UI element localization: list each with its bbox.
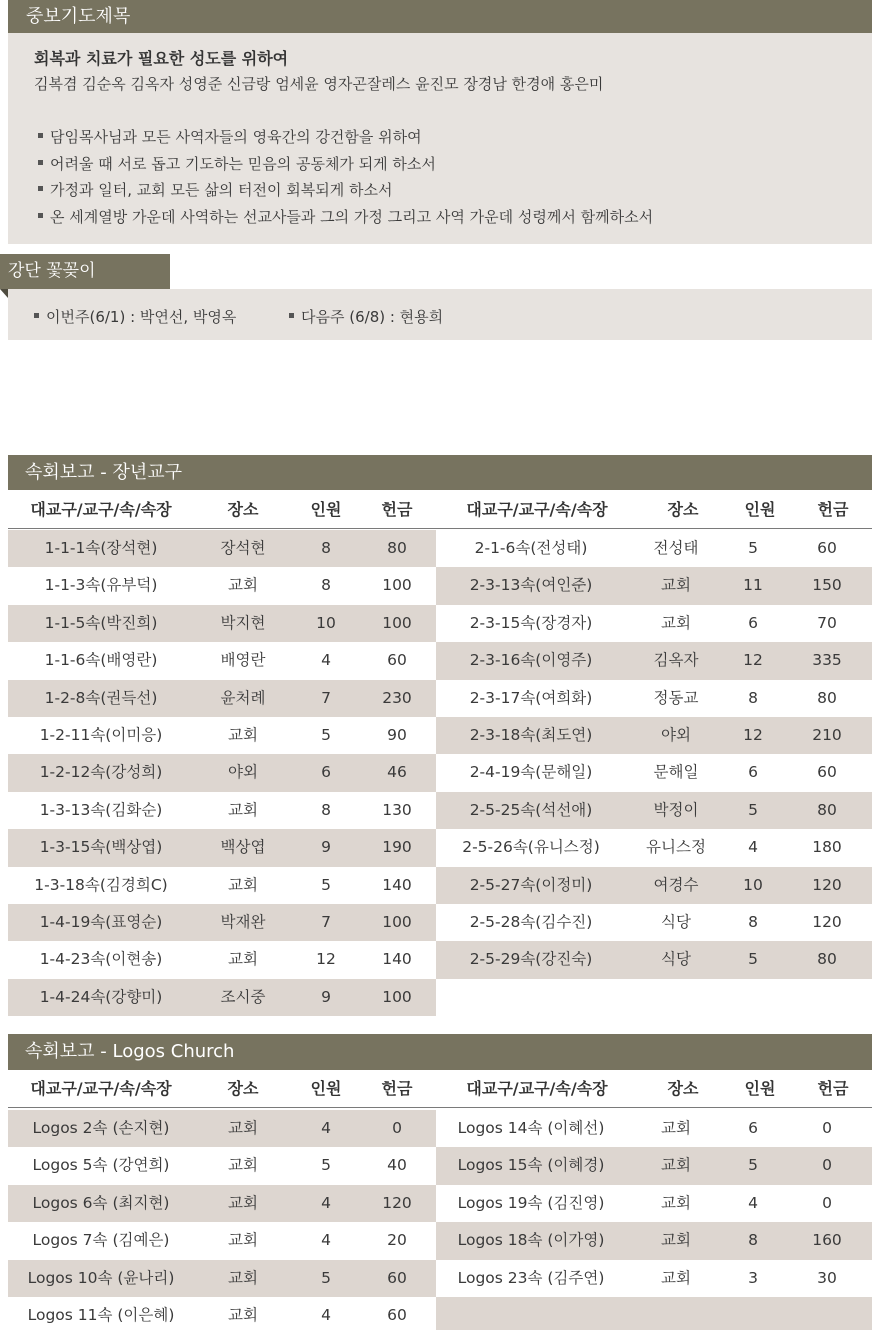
cell-offering: 80 (387, 539, 407, 557)
table-row (436, 717, 872, 754)
cell-group: 2-1-6속(전성태) (474, 539, 588, 557)
cell-count: 6 (748, 613, 758, 632)
cell-count: 4 (321, 651, 331, 670)
prayer-item-text: 온 세계열방 가운데 사역하는 선교사들과 그의 가정 그리고 사역 가운데 성령께서 함께하소서 (50, 207, 654, 226)
cell-count: 8 (748, 688, 758, 707)
cell-group: 1-3-13속(김화순) (39, 800, 163, 819)
table-row (8, 979, 436, 1016)
prayer-item (38, 177, 653, 204)
cell-offering: 100 (382, 613, 412, 632)
cell-group: Logos 23속 (김주연) (457, 1268, 605, 1287)
table-row (8, 1185, 436, 1222)
cell-offering: 100 (382, 913, 412, 931)
cell-offering: 0 (822, 1156, 832, 1175)
table-row (436, 829, 872, 866)
cell-count: 5 (748, 950, 758, 969)
report1-header (8, 455, 872, 490)
cell-place: 여경수 (653, 875, 699, 894)
cell-offering: 30 (817, 1268, 837, 1287)
cell-place: 전성태 (653, 539, 699, 557)
table-row (436, 1260, 872, 1297)
cell-group: Logos 10속 (윤나리) (27, 1268, 175, 1287)
column-count: 인원 (744, 500, 776, 519)
flower-tab-fold (0, 289, 8, 298)
cell-group: 2-5-27속(이정미) (469, 875, 593, 894)
cell-group: Logos 11속 (이은혜) (27, 1306, 175, 1324)
cell-offering: 120 (812, 875, 842, 894)
cell-offering: 60 (387, 651, 407, 670)
table-row (8, 754, 436, 791)
cell-offering: 130 (382, 800, 412, 819)
cell-offering: 335 (812, 651, 842, 670)
prayer-list (38, 124, 653, 230)
cell-place: 백상엽 (220, 838, 266, 857)
table-row (8, 867, 436, 904)
cell-count: 10 (743, 875, 763, 894)
flower-header (0, 254, 170, 289)
cell-group: 1-1-3속(유부덕) (44, 576, 158, 595)
table-row (8, 792, 436, 829)
cell-count: 7 (321, 913, 331, 931)
flower-title: 강단 꽃꽂이 (8, 261, 96, 281)
table-row (436, 567, 872, 604)
cell-group: 1-1-6속(배영란) (44, 651, 158, 670)
table-row (8, 1260, 436, 1297)
cell-place: 교회 (228, 1306, 258, 1324)
table-row (436, 1185, 872, 1222)
cell-count: 12 (743, 651, 763, 670)
flower-this-week (34, 306, 236, 327)
cell-group: 2-5-26속(유니스정) (462, 838, 600, 857)
bullet-icon (38, 213, 43, 218)
cell-group: 2-3-16속(이영주) (469, 651, 593, 670)
flower-this-week-text: 이번주(6/1) : 박연선, 박영옥 (46, 308, 237, 326)
cell-offering: 160 (812, 1231, 842, 1250)
cell-offering: 190 (382, 838, 412, 857)
cell-group: 1-1-5속(박진희) (44, 613, 158, 632)
bullet-icon (38, 186, 43, 191)
report1-empty-cell (436, 979, 872, 1016)
cell-group: Logos 2속 (손지현) (32, 1119, 170, 1137)
column-offering: 헌금 (817, 500, 849, 519)
cell-count: 4 (748, 1193, 758, 1212)
cell-group: 1-3-15속(백상엽) (39, 838, 163, 857)
cell-place: 교회 (661, 1193, 691, 1212)
table-row (8, 941, 436, 978)
cell-group: 2-3-15속(장경자) (469, 613, 593, 632)
cell-count: 9 (321, 987, 331, 1006)
cell-offering: 120 (382, 1193, 412, 1212)
cell-count: 5 (321, 875, 331, 894)
cell-count: 12 (316, 950, 336, 969)
cell-place: 교회 (661, 1156, 691, 1175)
cell-place: 김옥자 (653, 651, 699, 670)
cell-group: 1-4-23속(이현송) (39, 950, 163, 969)
column-offering: 헌금 (381, 500, 413, 519)
cell-group: 2-3-13속(여인준) (469, 576, 593, 595)
table-row (8, 717, 436, 754)
cell-place: 박재완 (220, 913, 266, 931)
table-row (8, 530, 436, 567)
cell-offering: 120 (812, 913, 842, 931)
cell-place: 교회 (228, 875, 258, 894)
table-row (8, 642, 436, 679)
report2-empty-cell (436, 1297, 872, 1330)
cell-group: 1-2-12속(강성희) (39, 763, 163, 782)
cell-offering: 100 (382, 576, 412, 595)
cell-place: 배영란 (220, 651, 266, 670)
table-row (436, 530, 872, 567)
cell-place: 교회 (228, 1231, 258, 1250)
table-row (436, 1222, 872, 1259)
column-offering: 헌금 (381, 1079, 413, 1098)
report2-header (8, 1034, 872, 1070)
prayer-item-text: 담임목사님과 모든 사역자들의 영육간의 강건함을 위하여 (50, 128, 422, 146)
table-row (436, 904, 872, 941)
cell-count: 5 (321, 1156, 331, 1175)
table-row (8, 1222, 436, 1259)
prayer-header (8, 0, 872, 33)
cell-count: 4 (321, 1193, 331, 1212)
column-place: 장소 (667, 1079, 699, 1098)
flower-next-week (289, 306, 443, 327)
prayer-heading: 회복과 치료가 필요한 성도를 위하여 (34, 49, 289, 68)
table-row (436, 605, 872, 642)
cell-group: Logos 19속 (김진영) (457, 1193, 605, 1212)
cell-offering: 80 (817, 950, 837, 969)
cell-place: 문해일 (653, 763, 699, 782)
cell-count: 5 (748, 800, 758, 819)
cell-offering: 60 (387, 1306, 407, 1324)
cell-place: 교회 (661, 1231, 691, 1250)
cell-count: 5 (321, 1268, 331, 1287)
cell-place: 야외 (661, 726, 691, 744)
column-offering: 헌금 (817, 1079, 849, 1098)
table-row (8, 680, 436, 717)
cell-count: 8 (321, 576, 331, 595)
column-group: 대교구/교구/속/속장 (30, 1079, 172, 1098)
cell-group: 1-2-11속(이미응) (39, 726, 163, 744)
cell-offering: 230 (382, 688, 412, 707)
cell-place: 식당 (661, 950, 691, 969)
cell-count: 8 (748, 1231, 758, 1250)
table-row (436, 941, 872, 978)
cell-offering: 60 (817, 763, 837, 782)
table-row (8, 904, 436, 941)
cell-place: 조시중 (220, 987, 266, 1006)
cell-count: 11 (743, 576, 763, 595)
cell-offering: 60 (817, 539, 837, 557)
cell-group: 2-3-18속(최도연) (469, 726, 593, 744)
cell-offering: 210 (812, 726, 842, 744)
cell-offering: 180 (812, 838, 842, 857)
cell-place: 교회 (661, 1268, 691, 1287)
cell-group: Logos 14속 (이혜선) (457, 1119, 605, 1137)
cell-count: 6 (748, 763, 758, 782)
cell-place: 정동교 (653, 688, 699, 707)
table-row (436, 867, 872, 904)
table-row (436, 754, 872, 791)
cell-offering: 40 (387, 1156, 407, 1175)
cell-count: 3 (748, 1268, 758, 1287)
cell-count: 4 (321, 1306, 331, 1324)
cell-offering: 60 (387, 1268, 407, 1287)
cell-place: 박지현 (220, 613, 266, 632)
table-row (8, 1147, 436, 1184)
cell-place: 윤처례 (220, 688, 266, 707)
cell-offering: 0 (822, 1119, 832, 1137)
table-row (8, 1110, 436, 1147)
cell-group: 1-4-24속(강향미) (39, 987, 163, 1006)
cell-place: 교회 (661, 1119, 691, 1137)
cell-group: 2-3-17속(여희화) (469, 688, 593, 707)
cell-offering: 80 (817, 800, 837, 819)
column-place: 장소 (227, 500, 259, 519)
table-row (436, 680, 872, 717)
column-count: 인원 (310, 1079, 342, 1098)
cell-offering: 0 (392, 1119, 402, 1137)
cell-place: 교회 (228, 1119, 258, 1137)
column-group: 대교구/교구/속/속장 (30, 500, 172, 519)
cell-count: 10 (316, 613, 336, 632)
cell-offering: 70 (817, 613, 837, 632)
cell-place: 교회 (228, 576, 258, 595)
bullet-icon (38, 160, 43, 165)
prayer-names: 김복겸 김순옥 김옥자 성영준 신금랑 엄세윤 영자곤잘레스 윤진모 장경남 한경애 홍은미 (34, 75, 604, 93)
cell-offering: 80 (817, 688, 837, 707)
cell-group: Logos 5속 (강연희) (32, 1156, 170, 1175)
cell-place: 교회 (228, 800, 258, 819)
cell-group: 2-5-25속(석선애) (469, 800, 593, 819)
column-group: 대교구/교구/속/속장 (466, 1079, 608, 1098)
report1-title: 속회보고 - 장년교구 (25, 462, 183, 483)
cell-count: 8 (321, 539, 331, 557)
prayer-item (38, 151, 653, 178)
cell-place: 식당 (661, 913, 691, 931)
cell-place: 교회 (228, 1268, 258, 1287)
bullet-icon (289, 313, 294, 318)
cell-count: 4 (748, 838, 758, 857)
table-row (8, 567, 436, 604)
cell-offering: 150 (812, 576, 842, 595)
cell-count: 4 (321, 1119, 331, 1137)
column-count: 인원 (310, 500, 342, 519)
cell-place: 교회 (228, 1156, 258, 1175)
bullet-icon (34, 313, 39, 318)
table-row (8, 829, 436, 866)
table-row (8, 1297, 436, 1334)
cell-group: Logos 7속 (김예은) (32, 1231, 170, 1250)
cell-count: 12 (743, 726, 763, 744)
cell-group: Logos 18속 (이가영) (457, 1231, 605, 1250)
cell-group: 2-5-28속(김수진) (469, 913, 593, 931)
cell-place: 박정이 (653, 800, 699, 819)
cell-place: 교회 (228, 1193, 258, 1212)
cell-place: 교회 (661, 576, 691, 595)
cell-group: 2-4-19속(문해일) (469, 763, 593, 782)
cell-offering: 140 (382, 950, 412, 969)
prayer-item-text: 어려울 때 서로 돕고 기도하는 믿음의 공동체가 되게 하소서 (50, 154, 436, 173)
cell-group: Logos 15속 (이혜경) (457, 1156, 605, 1175)
cell-place: 교회 (228, 726, 258, 744)
table-row (436, 792, 872, 829)
prayer-item (38, 124, 653, 151)
table-row (436, 1110, 872, 1147)
cell-place: 야외 (228, 763, 258, 782)
cell-count: 6 (321, 763, 331, 782)
cell-group: Logos 6속 (최지현) (32, 1193, 170, 1212)
cell-place: 교회 (661, 613, 691, 632)
table-row (436, 642, 872, 679)
cell-offering: 0 (822, 1193, 832, 1212)
cell-count: 8 (748, 913, 758, 931)
cell-offering: 140 (382, 875, 412, 894)
cell-group: 1-4-19속(표영순) (39, 913, 163, 931)
column-count: 인원 (744, 1079, 776, 1098)
bullet-icon (38, 133, 43, 138)
report1-column-header (8, 492, 872, 529)
cell-group: 1-2-8속(권득선) (44, 688, 158, 707)
cell-place: 교회 (228, 950, 258, 969)
cell-offering: 46 (387, 763, 407, 782)
cell-count: 5 (748, 1156, 758, 1175)
prayer-item-text: 가정과 일터, 교회 모든 삶의 터전이 회복되게 하소서 (50, 181, 393, 200)
cell-offering: 90 (387, 726, 407, 744)
table-row (8, 605, 436, 642)
cell-group: 1-1-1속(장석현) (44, 539, 158, 557)
cell-count: 4 (321, 1231, 331, 1250)
cell-count: 7 (321, 688, 331, 707)
cell-count: 9 (321, 838, 331, 857)
cell-count: 5 (748, 539, 758, 557)
cell-place: 유니스정 (646, 838, 706, 857)
prayer-item (38, 204, 653, 231)
cell-group: 2-5-29속(강진숙) (469, 950, 593, 969)
cell-count: 8 (321, 800, 331, 819)
cell-offering: 100 (382, 987, 412, 1006)
cell-group: 1-3-18속(김경희C) (34, 875, 168, 894)
cell-count: 5 (321, 726, 331, 744)
prayer-title: 중보기도제목 (26, 6, 131, 27)
column-place: 장소 (227, 1079, 259, 1098)
table-row (436, 1147, 872, 1184)
flower-next-week-text: 다음주 (6/8) : 현용희 (301, 308, 444, 326)
cell-place: 장석현 (220, 539, 266, 557)
cell-count: 6 (748, 1119, 758, 1137)
column-place: 장소 (667, 500, 699, 519)
report2-title: 속회보고 - Logos Church (25, 1041, 235, 1062)
cell-offering: 20 (387, 1231, 407, 1250)
column-group: 대교구/교구/속/속장 (466, 500, 608, 519)
report2-column-header (8, 1071, 872, 1108)
